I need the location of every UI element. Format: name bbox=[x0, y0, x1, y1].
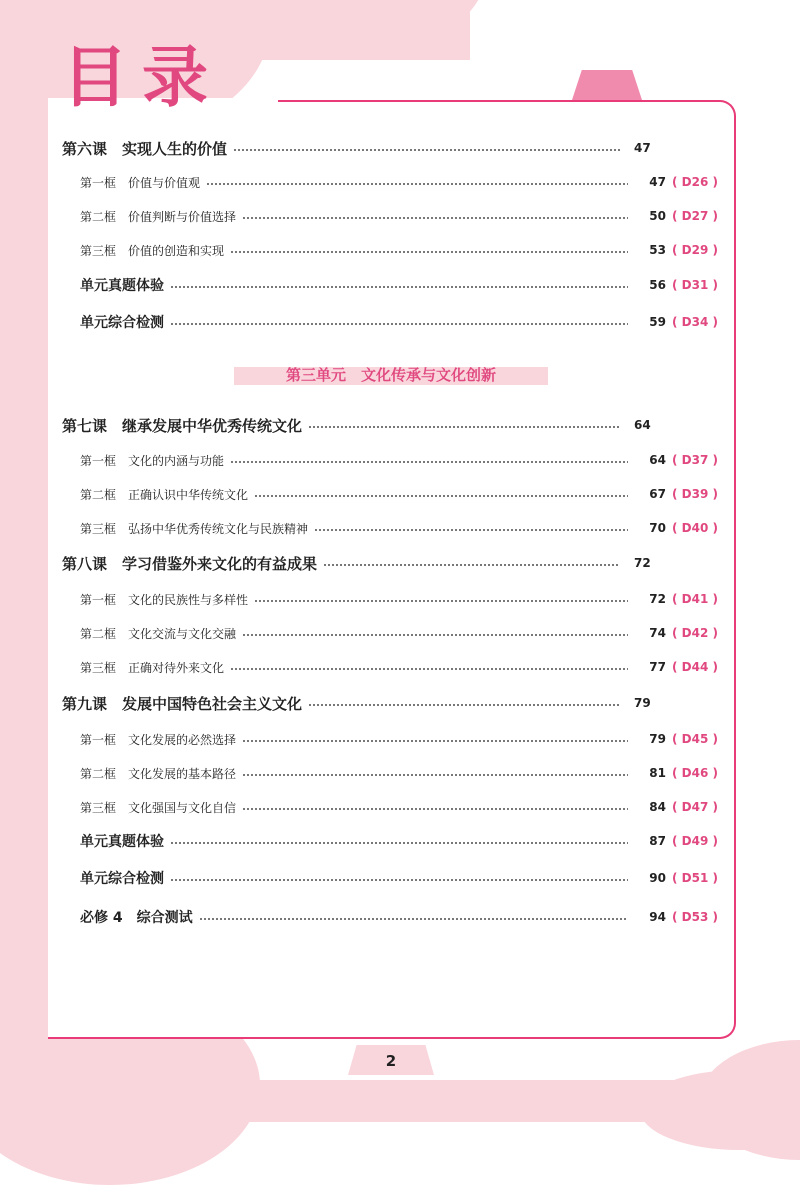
toc-entry[interactable] bbox=[62, 310, 718, 334]
dot-leader bbox=[242, 808, 628, 810]
toc-entry-label: 第九课 发展中国特色社会主义文化 bbox=[62, 694, 303, 713]
toc-entry-answer-ref: ( D27 ) bbox=[672, 209, 718, 223]
toc-entry-label: 第一框 文化发展的必然选择 bbox=[80, 732, 237, 747]
toc-entry-label: 单元真题体验 bbox=[80, 834, 164, 850]
dot-leader bbox=[170, 842, 628, 844]
toc-entry-page: 94 bbox=[649, 910, 666, 924]
toc-entry[interactable] bbox=[62, 516, 718, 540]
toc-entry-answer-ref: ( D29 ) bbox=[672, 243, 718, 257]
toc-entry-answer-ref: ( D53 ) bbox=[672, 910, 718, 924]
toc-entry-label: 第八课 学习借鉴外来文化的有益成果 bbox=[62, 554, 318, 573]
dot-leader bbox=[230, 251, 628, 253]
toc-entry-answer-ref: ( D40 ) bbox=[672, 521, 718, 535]
toc-entry-page: 72 bbox=[649, 592, 666, 606]
dot-leader bbox=[254, 495, 628, 497]
toc-entry-answer-ref: ( D51 ) bbox=[672, 871, 718, 885]
toc-entry[interactable] bbox=[62, 273, 718, 297]
toc-entry-page: 81 bbox=[649, 766, 666, 780]
dot-leader bbox=[242, 774, 628, 776]
toc-entry-label: 第二框 正确认识中华传统文化 bbox=[80, 487, 249, 502]
toc-entry[interactable] bbox=[62, 655, 718, 679]
dot-leader bbox=[314, 529, 628, 531]
toc-entry[interactable] bbox=[62, 551, 718, 575]
toc-entry[interactable] bbox=[62, 204, 718, 228]
toc-entry-page: 90 bbox=[649, 871, 666, 885]
toc-entry-label: 第三框 价值的创造和实现 bbox=[80, 243, 225, 258]
toc-entry-label: 单元真题体验 bbox=[80, 278, 164, 294]
toc-entry-answer-ref: ( D31 ) bbox=[672, 278, 718, 292]
decorative-tab bbox=[572, 70, 642, 100]
dot-leader bbox=[308, 704, 620, 706]
dot-leader bbox=[206, 183, 628, 185]
toc-entry-page: 56 bbox=[649, 278, 666, 292]
toc-entry-answer-ref: ( D49 ) bbox=[672, 834, 718, 848]
toc-entry[interactable] bbox=[62, 587, 718, 611]
toc-entry-label: 必修 4 综合测试 bbox=[80, 910, 193, 926]
toc-entry-page: 79 bbox=[634, 696, 651, 710]
toc-entry[interactable] bbox=[62, 170, 718, 194]
toc-entry-page: 67 bbox=[649, 487, 666, 501]
toc-entry-answer-ref: ( D34 ) bbox=[672, 315, 718, 329]
toc-entry-label: 第一框 文化的民族性与多样性 bbox=[80, 592, 249, 607]
toc-entry[interactable] bbox=[62, 238, 718, 262]
dot-leader bbox=[170, 323, 628, 325]
toc-entry-page: 70 bbox=[649, 521, 666, 535]
toc-entry-answer-ref: ( D46 ) bbox=[672, 766, 718, 780]
toc-entry-page: 74 bbox=[649, 626, 666, 640]
toc-entry-answer-ref: ( D44 ) bbox=[672, 660, 718, 674]
toc-entry[interactable] bbox=[62, 691, 718, 715]
toc-entry[interactable] bbox=[62, 727, 718, 751]
toc-entry-label: 第一框 文化的内涵与功能 bbox=[80, 453, 225, 468]
toc-entry-page: 64 bbox=[634, 418, 651, 432]
page-title: 目录 bbox=[62, 39, 222, 116]
toc-entry-answer-ref: ( D26 ) bbox=[672, 175, 718, 189]
toc-entry[interactable] bbox=[62, 905, 718, 929]
toc-entry-answer-ref: ( D39 ) bbox=[672, 487, 718, 501]
toc-entry[interactable] bbox=[62, 482, 718, 506]
unit-heading: 第三单元 文化传承与文化创新 bbox=[285, 366, 496, 384]
toc-entry[interactable] bbox=[62, 761, 718, 785]
toc-entry-label: 第一框 价值与价值观 bbox=[80, 175, 201, 190]
toc-entry-label: 第三框 文化强国与文化自信 bbox=[80, 800, 237, 815]
toc-entry-label: 单元综合检测 bbox=[80, 871, 164, 887]
toc-entry-page: 53 bbox=[649, 243, 666, 257]
toc-entry[interactable] bbox=[62, 829, 718, 853]
toc-entry[interactable] bbox=[62, 621, 718, 645]
toc-entry-label: 第三框 弘扬中华优秀传统文化与民族精神 bbox=[80, 521, 309, 536]
dot-leader bbox=[242, 217, 628, 219]
toc-entry-page: 87 bbox=[649, 834, 666, 848]
toc-entry-page: 47 bbox=[649, 175, 666, 189]
dot-leader bbox=[230, 461, 628, 463]
toc-entry-page: 64 bbox=[649, 453, 666, 467]
toc-entry-page: 50 bbox=[649, 209, 666, 223]
toc-entry[interactable] bbox=[62, 866, 718, 890]
background-shape bbox=[0, 0, 48, 1122]
toc-entry-label: 第六课 实现人生的价值 bbox=[62, 139, 228, 158]
toc-entry-label: 第二框 文化交流与文化交融 bbox=[80, 626, 237, 641]
toc-entry-answer-ref: ( D37 ) bbox=[672, 453, 718, 467]
dot-leader bbox=[170, 879, 628, 881]
toc-entry-label: 单元综合检测 bbox=[80, 315, 164, 331]
toc-entry-page: 47 bbox=[634, 141, 651, 155]
dot-leader bbox=[199, 918, 628, 920]
toc-entry-label: 第二框 文化发展的基本路径 bbox=[80, 766, 237, 781]
toc-entry-answer-ref: ( D41 ) bbox=[672, 592, 718, 606]
page-number: 2 bbox=[385, 1052, 397, 1070]
toc-entry-answer-ref: ( D42 ) bbox=[672, 626, 718, 640]
toc-entry[interactable] bbox=[62, 448, 718, 472]
toc-entry[interactable] bbox=[62, 136, 718, 160]
toc-entry-answer-ref: ( D47 ) bbox=[672, 800, 718, 814]
dot-leader bbox=[254, 600, 628, 602]
toc-entry-page: 77 bbox=[649, 660, 666, 674]
dot-leader bbox=[230, 668, 628, 670]
dot-leader bbox=[323, 564, 620, 566]
toc-entry[interactable] bbox=[62, 795, 718, 819]
dot-leader bbox=[233, 149, 620, 151]
toc-entry-page: 84 bbox=[649, 800, 666, 814]
toc-entry-label: 第三框 正确对待外来文化 bbox=[80, 660, 225, 675]
toc-entry-page: 72 bbox=[634, 556, 651, 570]
toc-entry-answer-ref: ( D45 ) bbox=[672, 732, 718, 746]
dot-leader bbox=[170, 286, 628, 288]
toc-entry-label: 第二框 价值判断与价值选择 bbox=[80, 209, 237, 224]
dot-leader bbox=[242, 740, 628, 742]
toc-entry-page: 79 bbox=[649, 732, 666, 746]
toc-entry-label: 第七课 继承发展中华优秀传统文化 bbox=[62, 416, 303, 435]
dot-leader bbox=[242, 634, 628, 636]
toc-entry[interactable] bbox=[62, 413, 718, 437]
toc-entry-page: 59 bbox=[649, 315, 666, 329]
dot-leader bbox=[308, 426, 620, 428]
